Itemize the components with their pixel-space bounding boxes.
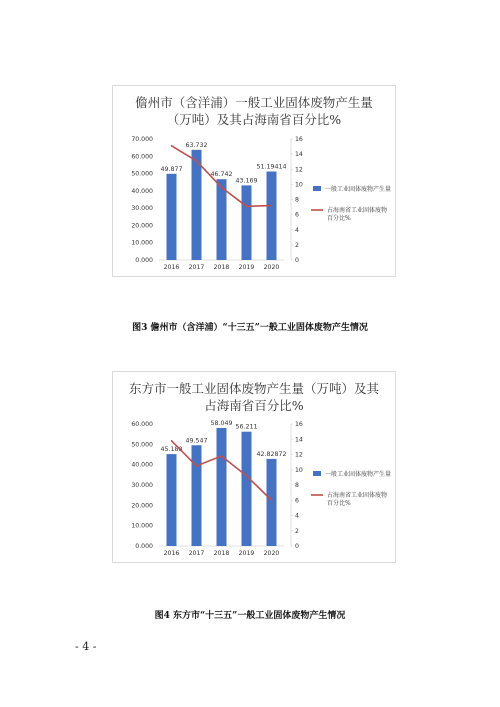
legend-line-label: 占海南省工业固体废物: [327, 492, 388, 499]
y-right-tick-label: 10: [295, 181, 303, 189]
x-tick-label: 2018: [213, 264, 230, 271]
x-tick-label: 2017: [188, 550, 205, 557]
y-left-tick-label: 20.000: [131, 222, 153, 230]
y-right-tick-label: 12: [295, 166, 303, 174]
y-left-tick-label: 20.000: [131, 502, 153, 510]
chart-1: [112, 85, 396, 277]
y-left-tick-label: 30.000: [131, 205, 153, 213]
legend-line-label: 占海南省工业固体废物: [327, 207, 388, 214]
legend-bar-label: 一般工业固体废物产生量: [325, 186, 392, 193]
bar-data-label: 46.742: [210, 171, 233, 179]
bar: [242, 185, 252, 260]
x-tick-label: 2019: [238, 550, 255, 557]
bar: [167, 174, 177, 260]
line-point: [221, 187, 223, 189]
chart-2-title-line-2: 占海南省百分比%: [204, 398, 304, 413]
bar: [167, 454, 177, 546]
bar-data-label: 58.049: [210, 419, 233, 427]
y-right-tick-label: 14: [295, 151, 303, 159]
y-right-tick-label: 16: [295, 421, 303, 428]
legend-bar-swatch: [313, 186, 321, 191]
y-right-tick-label: 4: [295, 512, 299, 520]
x-tick-label: 2019: [238, 264, 255, 271]
y-left-tick-label: 40.000: [131, 461, 153, 469]
y-left-tick-label: 40.000: [131, 187, 153, 195]
chart-2: [112, 371, 396, 563]
bar: [192, 445, 202, 546]
line-point: [196, 465, 198, 467]
chart-2-plot: [113, 372, 397, 564]
bar-data-label: 49.547: [185, 437, 208, 445]
y-left-tick-label: 60.000: [131, 153, 153, 161]
line-point: [271, 205, 273, 207]
y-left-tick-label: 10.000: [131, 239, 153, 247]
chart-1-title-line-2: （万吨）及其占海南省百分比%: [166, 112, 342, 127]
line-point: [246, 206, 248, 208]
y-left-tick-label: 0.000: [135, 543, 153, 550]
y-right-tick-label: 6: [295, 497, 299, 505]
chart-1-caption: 图3 儋州市（含洋浦）“十三五”一般工业固体废物产生情况: [132, 323, 368, 333]
y-right-tick-label: 0: [295, 543, 299, 550]
bar-data-label: 42.82872: [256, 450, 287, 458]
bar: [242, 432, 252, 546]
legend-bar-swatch: [313, 471, 321, 476]
y-right-tick-label: 14: [295, 436, 303, 444]
bar: [217, 179, 227, 260]
x-tick-label: 2020: [263, 550, 280, 557]
line-point: [171, 145, 173, 147]
bar: [217, 428, 227, 546]
bar-data-label: 56.211: [235, 423, 258, 431]
y-right-tick-label: 8: [295, 482, 299, 489]
y-left-tick-label: 50.000: [131, 170, 153, 178]
chart-2-caption: 图4 东方市“十三五”一般工业固体废物产生情况: [154, 611, 346, 621]
line-point: [171, 440, 173, 442]
y-left-tick-label: 70.000: [131, 136, 153, 143]
y-right-tick-label: 2: [295, 527, 299, 535]
x-tick-label: 2017: [188, 264, 205, 271]
bar: [192, 150, 202, 260]
x-tick-label: 2016: [163, 264, 180, 271]
bar-data-label: 49.877: [160, 165, 183, 173]
bar: [267, 172, 277, 260]
x-tick-label: 2018: [213, 550, 230, 557]
bar-data-label: 43.169: [235, 177, 258, 185]
x-tick-label: 2016: [163, 550, 180, 557]
y-right-tick-label: 0: [295, 257, 299, 264]
x-tick-label: 2020: [263, 264, 280, 271]
chart-2-title-line-1: 东方市一般工业固体废物产生量（万吨）及其: [128, 381, 379, 396]
y-right-tick-label: 12: [295, 451, 303, 459]
legend-bar-label: 一般工业固体废物产生量: [325, 471, 392, 478]
y-left-tick-label: 60.000: [131, 421, 153, 428]
page-number: - 4 -: [75, 640, 97, 653]
y-left-tick-label: 10.000: [131, 522, 153, 530]
y-right-tick-label: 16: [295, 136, 303, 143]
bar-data-label: 45.188: [160, 446, 183, 454]
legend-line-label-cont: 百分比%: [327, 215, 351, 222]
y-right-tick-label: 8: [295, 196, 299, 204]
y-left-tick-label: 50.000: [131, 441, 153, 449]
y-left-tick-label: 0.000: [135, 257, 153, 264]
bar-data-label: 63.732: [185, 141, 208, 149]
bar: [267, 459, 277, 546]
bar-data-label: 51.19414: [256, 163, 287, 171]
chart-1-title-line-1: 儋州市（含洋浦）一般工业固体废物产生量: [135, 95, 373, 110]
y-right-tick-label: 2: [295, 241, 299, 249]
y-right-tick-label: 6: [295, 211, 299, 219]
y-right-tick-label: 4: [295, 226, 299, 234]
line-point: [246, 475, 248, 477]
line-point: [271, 499, 273, 501]
chart-1-plot: [113, 86, 397, 278]
legend-line-label-cont: 百分比%: [327, 500, 351, 507]
y-left-tick-label: 30.000: [131, 482, 153, 489]
y-right-tick-label: 10: [295, 466, 303, 474]
line-point: [196, 160, 198, 162]
line-point: [221, 455, 223, 457]
